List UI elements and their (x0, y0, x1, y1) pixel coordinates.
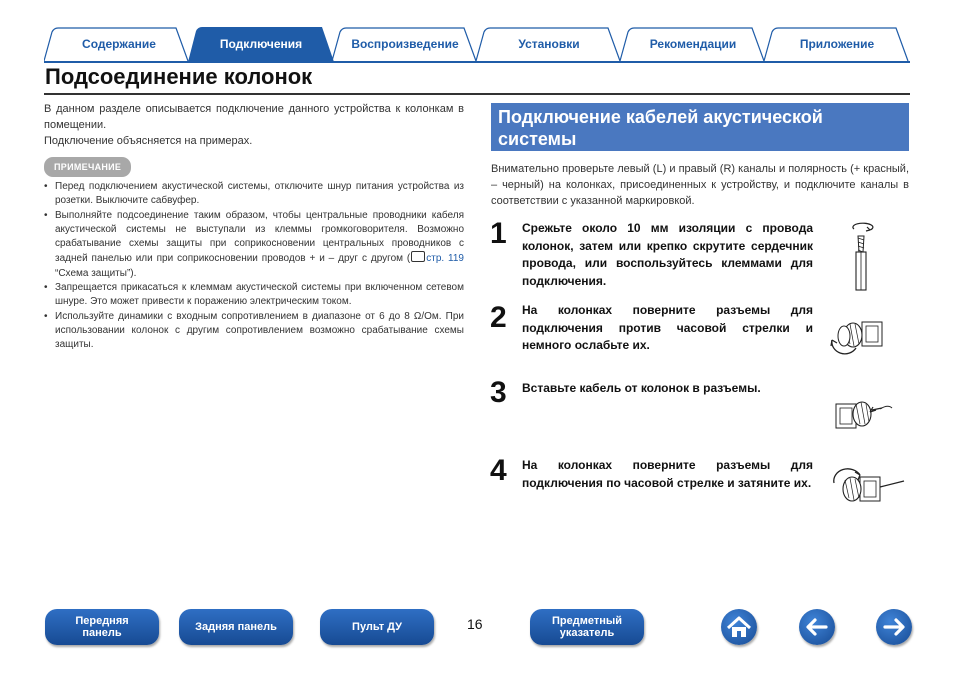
section-heading: Подключение кабелей акустической системы (491, 103, 909, 151)
pointing-hand-icon (411, 251, 425, 262)
step-number: 3 (490, 376, 507, 409)
title-rule (44, 93, 910, 95)
forward-button[interactable] (876, 609, 912, 645)
step-number: 1 (490, 217, 507, 250)
intro-paragraph-2: Подключение объясняется на примерах. (44, 135, 253, 147)
step-number: 2 (490, 301, 507, 334)
note-text: “Схема защиты”). (55, 267, 137, 279)
page-title: Подсоединение колонок (45, 64, 313, 89)
remote-button[interactable] (320, 609, 434, 645)
tab-settings[interactable]: Установки (518, 37, 580, 51)
home-button[interactable] (721, 609, 757, 645)
left-column (44, 101, 464, 353)
rear-panel-button[interactable] (179, 609, 293, 645)
step-number: 4 (490, 454, 507, 487)
arrow-left-icon (799, 609, 835, 645)
home-icon (721, 609, 757, 645)
note-badge: ПРИМЕЧАНИЕ (44, 157, 131, 177)
terminal-loosen-illustration (826, 314, 890, 360)
remote-label: Пульт ДУ (352, 621, 402, 633)
front-panel-label-line2: панель (82, 627, 122, 639)
section-intro: Внимательно проверьте левый (L) и правый (R) каналы и полярность (+ красный, – черный) на колонках, присоединенных к устройству, и подключите каналы в соответствии с указанной маркировкой. (491, 163, 909, 207)
page-link[interactable]: стр. 119 (426, 253, 464, 265)
tab-connections[interactable]: Подключения (219, 37, 303, 51)
note-item: • Запрещается прикасаться к клеммам акустической системы при включенном сетевом шнуре. Это может привести к поражению электрическим током. (44, 281, 464, 310)
front-panel-button[interactable] (45, 609, 159, 645)
step-text: Вставьте кабель от колонок в разъемы. (522, 381, 761, 395)
tab-tips[interactable]: Рекомендации (649, 37, 737, 51)
intro-paragraph-1: В данном разделе описывается подключение данного устройства к колонкам в помещении. (44, 103, 464, 131)
cable-insert-illustration (834, 392, 894, 438)
note-item: • Перед подключением акустической системы, отключите шнур питания устройства из розетки. Выключите сабвуфер. (44, 180, 464, 209)
tab-appendix[interactable]: Приложение (799, 37, 875, 51)
page-number: 16 (467, 616, 483, 632)
arrow-right-icon (876, 609, 912, 645)
index-label-line2: указатель (559, 627, 615, 639)
index-label (552, 615, 622, 639)
step-text: На колонках поверните разъемы для подключения против часовой стрелки и немного ослабьте их. (522, 303, 813, 352)
index-button[interactable] (530, 609, 644, 645)
note-text: Выполняйте подсоединение таким образом, чтобы центральные проводники кабеля акустической системы не выступали из клеммы громкоговорителя. Возможно срабатывание схемы защиты при соприкосновении центральных проводников с задней панелью или при соприкосновении проводов + и – друг с другом ( (55, 209, 464, 265)
note-item (44, 209, 464, 281)
tab-bar (44, 27, 910, 62)
index-label-line1: Предметный (551, 615, 623, 627)
tab-playback[interactable]: Воспроизведение (351, 37, 459, 51)
front-panel-label-line1: Передняя (75, 615, 129, 627)
twisted-wire-illustration (840, 220, 890, 292)
front-panel-label (75, 615, 128, 639)
note-item: • Используйте динамики с входным сопротивлением в диапазоне от 6 до 8 Ω/Ом. При использовании колонок с другим сопротивлением возможно срабатывание схемы защиты. (44, 310, 464, 353)
tab-contents[interactable]: Содержание (82, 37, 156, 51)
back-button[interactable] (799, 609, 835, 645)
step-text: На колонках поверните разъемы для подключения по часовой стрелке и затяните их. (522, 458, 813, 490)
step-text: Срежьте около 10 мм изоляции с провода колонок, затем или крепко скрутите сердечник провода, или воспользуйтесь клеммами для подключения. (522, 221, 813, 288)
rear-panel-label: Задняя панель (195, 621, 277, 633)
header-rule (44, 61, 910, 63)
note-list (44, 180, 464, 353)
terminal-tighten-illustration (826, 467, 906, 515)
